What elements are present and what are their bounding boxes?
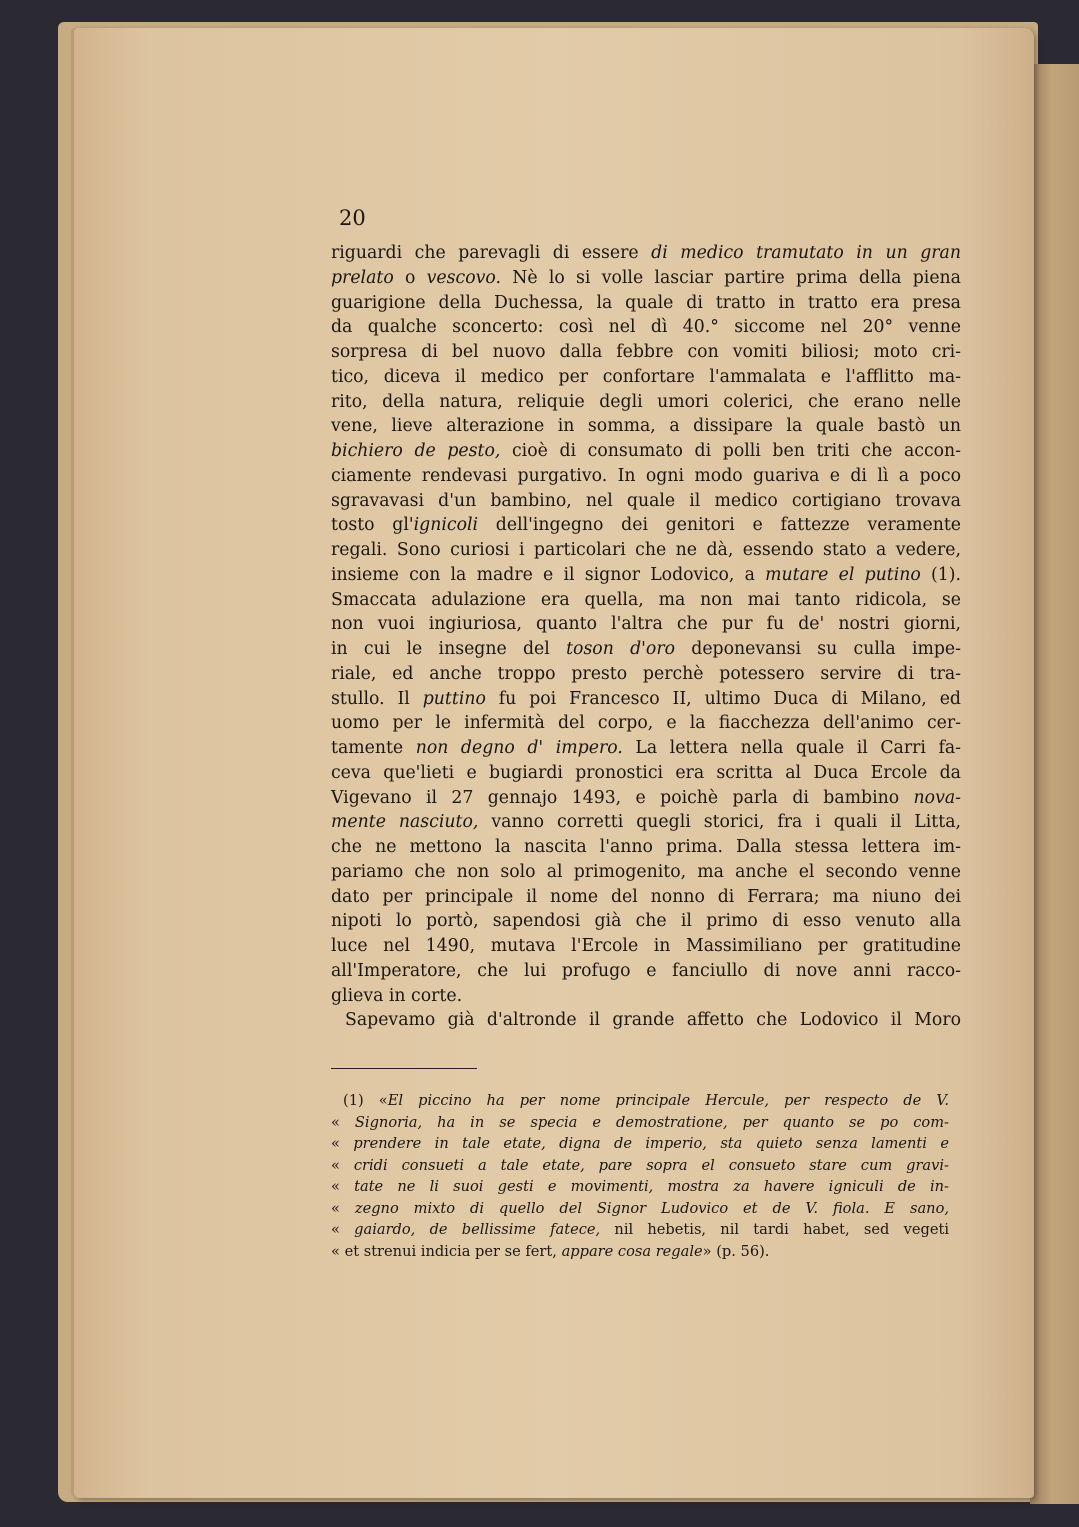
body-line: regali. Sono curiosi i particolari che ne dà, essendo stato a vedere,: [331, 540, 961, 560]
body-line: rito, della natura, reliquie degli umori colerici, che erano nelle: [331, 391, 961, 412]
body-line: da qualche sconcerto: così nel dì 40.° siccome nel 20° venne: [331, 317, 961, 338]
body-line: vene, lieve alterazione in somma, a dissipare la quale bastò un: [331, 416, 961, 437]
body-line: luce nel 1490, mutava l'Ercole in Massimiliano per gratitudine: [331, 936, 961, 956]
footnote-separator: [331, 1068, 477, 1069]
body-line: tosto gl'ignicoli dell'ingegno dei genitori e fattezze veramente: [331, 515, 961, 536]
body-line: sorpresa di bel nuovo dalla febbre con vomiti biliosi; moto cri-: [331, 342, 961, 362]
footnote-line: « Signoria, ha in se specia e demostratione, per quanto se po com-: [331, 1113, 949, 1131]
body-line: glieva in corte.: [331, 985, 463, 1006]
body-line: in cui le insegne del toson d'oro deponevansi su culla impe-: [331, 639, 961, 659]
body-line: guarigione della Duchessa, la quale di tratto in tratto era presa: [331, 292, 961, 313]
body-line: che ne mettono la nascita l'anno prima. Dalla stessa lettera im-: [331, 837, 961, 857]
body-line: dato per principale il nome del nonno di Ferrara; ma niuno dei: [331, 886, 961, 907]
body-line: pariamo che non solo al primogenito, ma anche el secondo venne: [331, 861, 961, 882]
body-line: riguardi che parevagli di essere di medico tramutato in un gran: [331, 243, 961, 263]
footnote-line: « tate ne li suoi gesti e movimenti, mostra za havere igniculi de in-: [331, 1178, 949, 1195]
body-line: non vuoi ingiuriosa, quanto l'altra che pur fu de' nostri giorni,: [331, 614, 961, 635]
body-line: ceva que'lieti e bugiardi pronostici era scritta al Duca Ercole da: [331, 762, 961, 783]
body-line: insieme con la madre e il signor Lodovico, a mutare el putino (1).: [331, 564, 961, 585]
page-number: 20: [339, 206, 366, 230]
body-line: Smaccata adulazione era quella, ma non mai tanto ridicola, se: [331, 589, 961, 610]
body-line: Sapevamo già d'altronde il grande affetto che Lodovico il Moro: [345, 1010, 961, 1031]
body-line: all'Imperatore, che lui profugo e fanciullo di nove anni racco-: [331, 960, 961, 981]
body-line: sgravavasi d'un bambino, nel quale il medico cortigiano trovava: [331, 490, 961, 511]
body-line: stullo. Il puttino fu poi Francesco II, ultimo Duca di Milano, ed: [331, 688, 961, 709]
facing-page-edge: [1030, 64, 1079, 1504]
body-line: nipoti lo portò, sapendosi già che il primo di esso venuto alla: [331, 911, 961, 932]
body-line: riale, ed anche troppo presto perchè potessero servire di tra-: [331, 663, 961, 684]
footnote-line: « et strenui indicia per se fert, appare cosa regale» (p. 56).: [331, 1242, 770, 1260]
body-line: prelato o vescovo. Nè lo si volle lasciar partire prima della piena: [331, 267, 961, 288]
footnote-line: « prendere in tale etate, digna de imperio, sta quieto senza lamenti e: [331, 1135, 949, 1152]
body-line: tico, diceva il medico per confortare l'ammalata e l'afflitto ma-: [331, 366, 961, 387]
footnote: [331, 1090, 949, 1262]
body-text: [331, 241, 961, 1033]
body-line: uomo per le infermità del corpo, e la fiacchezza dell'animo cer-: [331, 713, 961, 734]
footnote-line: « zegno mixto di quello del Signor Ludovico et de V. fiola. E sano,: [331, 1199, 949, 1217]
body-line: ciamente rendevasi purgativo. In ogni modo guariva e di lì a poco: [331, 465, 961, 486]
body-line: Vigevano il 27 gennajo 1493, e poichè parla di bambino nova-: [331, 787, 961, 808]
body-line: bichiero de pesto, cioè di consumato di polli ben triti che accon-: [331, 441, 961, 461]
footnote-line: (1) «El piccino ha per nome principale Hercule, per respecto de V.: [343, 1092, 949, 1109]
footnote-line: « cridi consueti a tale etate, pare sopra el consueto stare cum gravi-: [331, 1156, 949, 1174]
body-line: tamente non degno d' impero. La lettera nella quale il Carri fa-: [331, 738, 961, 758]
body-line: mente nasciuto, vanno corretti quegli storici, fra i quali il Litta,: [331, 812, 961, 833]
footnote-line: « gaiardo, de bellissime fatece, nil hebetis, nil tardi habet, sed vegeti: [331, 1221, 949, 1238]
